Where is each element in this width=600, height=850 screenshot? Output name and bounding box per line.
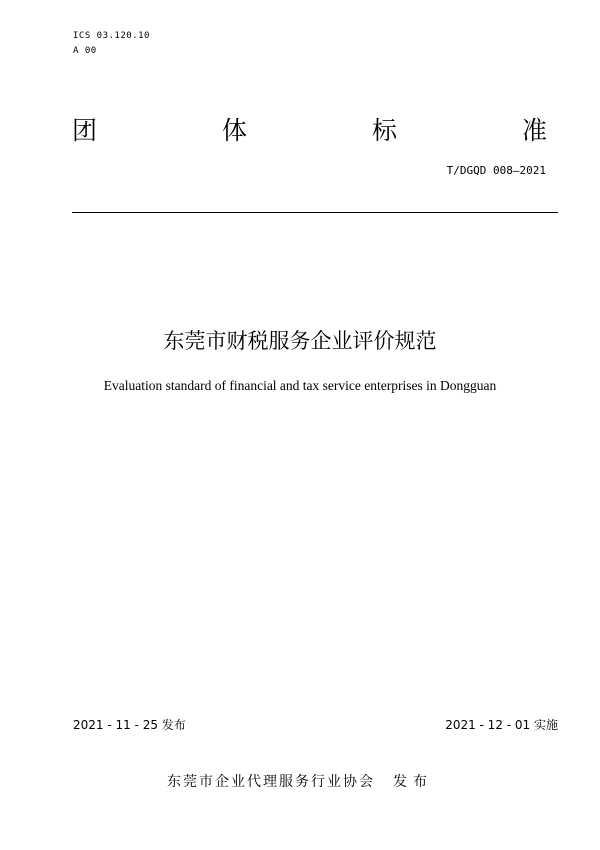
doc-type-char: 标	[372, 116, 398, 145]
doc-type-char: 团	[72, 116, 98, 145]
doc-type-char: 体	[222, 116, 248, 145]
title-chinese: 东莞市财税服务企业评价规范	[163, 329, 437, 353]
doc-type-char: 准	[522, 116, 548, 145]
header-divider	[72, 212, 558, 213]
issue-date: 2021 - 11 - 25 发布	[73, 718, 186, 732]
title-english: Evaluation standard of financial and tax service enterprises in Dongguan	[103, 378, 497, 393]
ics-code: ICS 03.120.10	[73, 31, 150, 41]
standard-number: T/DGQD 008—2021	[446, 164, 546, 177]
publish-label: 发布	[393, 774, 433, 790]
publisher-name: 东莞市企业代理服务行业协会	[167, 774, 375, 790]
implementation-date: 2021 - 12 - 01 实施	[445, 718, 558, 732]
publisher-row	[0, 772, 600, 792]
ccs-code: A 00	[73, 46, 97, 56]
